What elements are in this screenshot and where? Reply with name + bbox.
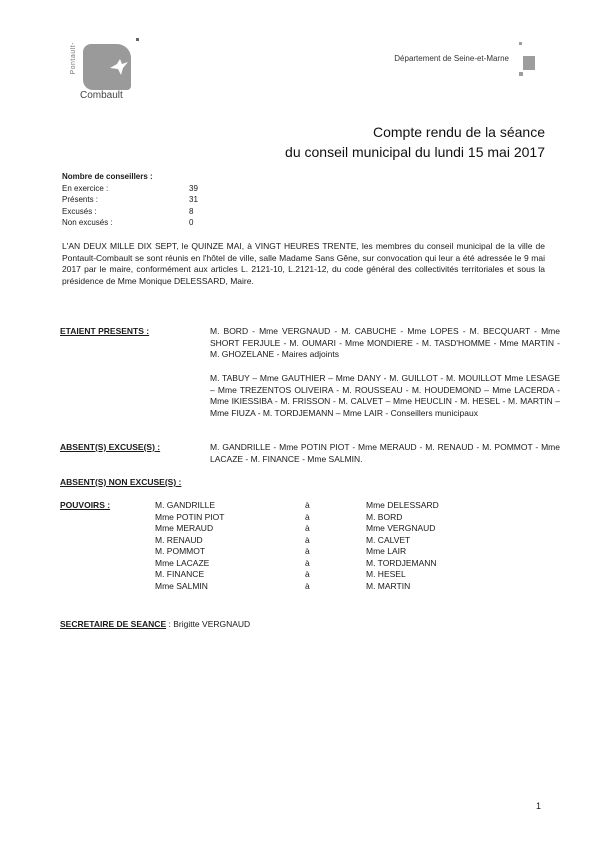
- count-value: 31: [189, 195, 198, 204]
- proxy-to-word: à: [305, 580, 310, 591]
- proxy-to-word: à: [305, 569, 310, 579]
- table-row: [60, 558, 439, 570]
- decorative-squares: [519, 42, 539, 82]
- count-label: En exercice :: [62, 183, 109, 193]
- table-row: [60, 523, 439, 535]
- count-label: Présents :: [62, 195, 99, 204]
- logo-dot: [136, 38, 139, 41]
- intro-paragraph: L'AN DEUX MILLE DIX SEPT, le QUINZE MAI, à VINGT HEURES TRENTE, les membres du conseil municipal de la ville de Pontault-Combault se sont réunis en l'hôtel de ville, salle Madame Sans Gêne, sur convocation qui leur a été adressée le 9 mai 2017 par le maire, conformément aux articles L. 2121-10, L.2121-12, du code général des collectivités territoriales et sous la présidence de Mme Monique DELESSARD, Maire.: [62, 241, 545, 286]
- proxy-to: Mme LAIR: [366, 546, 407, 556]
- department-label: Département de Seine-et-Marne: [394, 54, 509, 63]
- proxy-from: Mme POTIN PIOT: [155, 511, 225, 522]
- proxy-to-word: à: [305, 523, 310, 533]
- document-subtitle: du conseil municipal du lundi 15 mai 2017: [285, 144, 545, 160]
- secretaire-line: [60, 619, 250, 631]
- logo-map-shape: [83, 44, 131, 90]
- logo-text: Combault: [80, 90, 123, 101]
- presents-conseillers: M. TABUY – Mme GAUTHIER – Mme DANY - M. GUILLOT - M. MOUILLOT Mme LESAGE – Mme TREZENTOS OLIVEIRA - M. ROUSSEAU - M. HOUDEMOND – Mme LACERDA - Mme IKIESSIBA - M. FRISSON - M. CALVET – Mme HEUCLIN - M. HESEL - M. MARTIN – Mme FIUZA - M. TORDJEMANN – Mme LAIR - Conseillers municipaux: [210, 373, 560, 418]
- counts-heading: Nombre de conseillers :: [62, 172, 153, 181]
- count-label: Excusés :: [62, 206, 97, 216]
- count-value: 0: [189, 218, 194, 227]
- table-row: [60, 546, 439, 558]
- excuses-text: M. GANDRILLE - Mme POTIN PIOT - Mme MERAUD - M. RENAUD - M. POMMOT - Mme LACAZE - M. FINANCE - Mme SALMIN.: [210, 442, 560, 464]
- count-row: [62, 183, 198, 195]
- non-excuses-label: ABSENT(S) NON EXCUSE(S) :: [60, 477, 182, 487]
- count-row: [62, 217, 198, 229]
- city-logo: [70, 38, 140, 104]
- excuses-label: ABSENT(S) EXCUSE(S) :: [60, 442, 161, 452]
- deco-square-large: [523, 56, 535, 70]
- count-value: 39: [189, 183, 198, 193]
- logo-vertical-text: Pontault-: [70, 42, 77, 75]
- proxy-from: Mme MERAUD: [155, 523, 214, 533]
- proxy-to: M. CALVET: [366, 534, 411, 545]
- count-value: 8: [189, 206, 194, 216]
- bird-icon: [109, 58, 129, 76]
- page-number: 1: [536, 801, 542, 811]
- table-row: [60, 500, 439, 512]
- table-row: [60, 581, 439, 593]
- proxy-to: Mme VERGNAUD: [366, 523, 436, 533]
- count-row: [62, 206, 198, 218]
- proxy-to: M. HESEL: [366, 569, 406, 579]
- pouvoirs-label: POUVOIRS :: [60, 500, 111, 510]
- count-row: [62, 194, 198, 206]
- proxy-from: Mme SALMIN: [155, 580, 208, 591]
- secretaire-name: Brigitte VERGNAUD: [173, 619, 251, 629]
- proxy-to: M. BORD: [366, 511, 403, 522]
- proxy-to-word: à: [305, 546, 310, 556]
- proxy-from: Mme LACAZE: [155, 557, 210, 568]
- proxy-to-word: à: [305, 511, 310, 522]
- proxy-to-word: à: [305, 534, 310, 545]
- deco-square-small: [519, 42, 522, 45]
- proxy-from: M. GANDRILLE: [155, 500, 215, 510]
- document-title: Compte rendu de la séance: [373, 124, 545, 140]
- proxy-to-word: à: [305, 557, 310, 568]
- presents-label: ETAIENT PRESENTS :: [60, 326, 150, 336]
- count-label: Non excusés :: [62, 218, 113, 227]
- table-row: [60, 535, 439, 547]
- pouvoirs-section: [60, 500, 439, 592]
- proxy-from: M. POMMOT: [155, 546, 206, 556]
- proxy-from: M. RENAUD: [155, 534, 203, 545]
- pouvoirs-table: [60, 500, 439, 592]
- presents-adjoints: M. BORD - Mme VERGNAUD - M. CABUCHE - Mme LOPES - M. BECQUART - Mme SHORT FERJULE - M. OUMARI - Mme MONDIERE - M. TASD'HOMME - Mme MARTIN - M. GHOZELANE - Maires adjoints: [210, 326, 560, 359]
- table-row: [60, 569, 439, 581]
- proxy-to: Mme DELESSARD: [366, 500, 439, 510]
- secretaire-label: SECRETAIRE DE SEANCE: [60, 619, 167, 629]
- councillor-counts: [62, 171, 198, 229]
- secretaire-separator: :: [166, 619, 174, 629]
- proxy-to: M. TORDJEMANN: [366, 557, 437, 568]
- proxy-to-word: à: [305, 500, 310, 510]
- proxy-to: M. MARTIN: [366, 580, 411, 591]
- table-row: [60, 512, 439, 524]
- deco-square-tiny: [519, 72, 523, 76]
- proxy-from: M. FINANCE: [155, 569, 205, 579]
